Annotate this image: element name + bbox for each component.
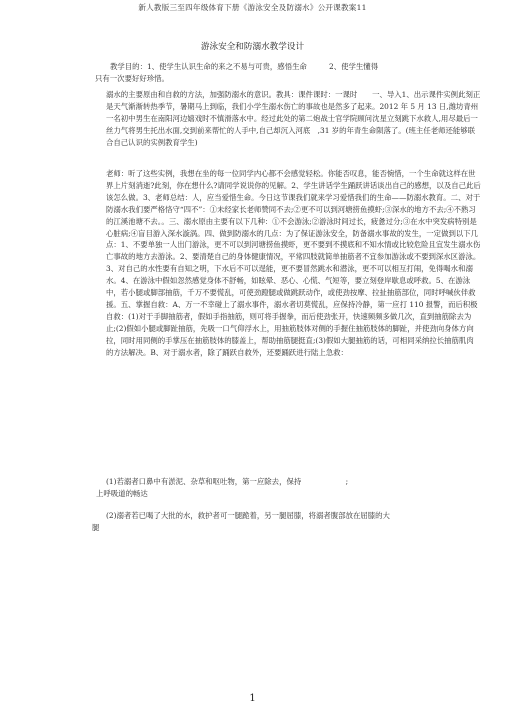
paragraph-introduction: 溺水的主要原由和自救的方法，加强防溺水的意识。教具：课件课时：一课时 一、导入1、出示课件实例此刻正是天气渐渐转热季节，暑期马上到临，我们小学生溺水伤亡的事故也是然多了起来。2012 年 5 月 13 日,潍坊青州一名初中男生在南阳河边嬉戏时不慎滑落水中。经过此处的第二炮战士官学院顾问沈星立刻跳下水救人,用尽最后一丝力气将男生托出水面,交到前来帮忙的人手中,自己却沉入河底 ,31 岁的年青生命陨落了。(班主任老师还能够联合自己认识的实例教育学生) bbox=[106, 90, 481, 147]
teaching-goals-line-2: 只有一次要好好珍惜。 bbox=[95, 73, 169, 83]
first-aid-2-line-1: (2)溺者若已喝了大批的水，救护者可一腿跪着，另一腿屈膝，将溺者腹部放在屈膝的大 bbox=[106, 511, 390, 520]
page-number: 1 bbox=[249, 693, 256, 704]
document-title: 游泳安全和防溺水教学设计 bbox=[200, 42, 305, 52]
teaching-goals bbox=[95, 61, 463, 85]
first-aid-1-line-2: 上呼吸道的畅达 bbox=[96, 488, 148, 498]
page-header: 新人教版三至四年级体育下册《游泳安全及防溺水》公开课教案11 bbox=[138, 3, 367, 12]
paragraph-first-aid-2 bbox=[92, 510, 472, 534]
first-aid-2-line-2: 腿 bbox=[92, 522, 100, 532]
paragraph-main-content: 老师：听了这些实例，我想在坐的每一位同学内心都不会感觉轻松。你能否叹息，能否惋惜，一个生命就这样在世界上片刻消逝?此刻，你在想什么?请同学说说你的见解。2、学生讲话学生踊跃讲话谈出自己的感想，以及自己此后该怎么做。3、老师总结：人，应当爱惜生命。今日这节课我们就来学习爱惜我们的生命——防溺水教育。二、对于防溺水我们要严格恪守“四不”：①未经家长老师赞同不去;②更不可以到河塘捞鱼摸虾;③深水的地方不去;④不熟习的江溪池塘不去。。三、溺水原由主要有以下几种：①不会游泳;②游泳时间过长，疲惫过分;③在水中突发病特别是心脏病;④盲目游入深水漩涡。四、做到防溺水的几点：为了保证游泳安全，防备溺水事故的发生，一定做到以下几点：1、不要单独一人出门游泳，更不可以到河塘捞鱼摸虾，更不要到不摸底和不知水情或比较危险且宜发生溺水伤亡事故的地方去游泳。2、要清楚自己的身体健康情况，平常四肢就简单抽筋者不宜参加游泳或不要到深水区游泳。3、对自己的水性要有自知之明，下水后不可以逞能，更不要冒然跳水和潜泳，更不可以相互打闹，免得喝水和溺水。4、在游泳中假如忽然感觉身体不舒畅，如眩晕、恶心、心慌、气短等，要立刻登岸歇息或呼救。5、在游泳中，若小腿或脚部抽筋，千万不要慌乱，可使劲蹬腿或做跳跃动作，或使劲按摩、拉扯抽筋部位，同时呼喊伙伴救援。五、掌握自救：A、万一不幸碰上了溺水事件，溺水者切莫慌乱，应保持冷静，第一应打 110 报警，而后积极自救：(1)对于手脚抽筋者，假如手指抽筋，则可将手握拳，而后使劲张开，快速频频多做几次，直到抽筋除去为止;(2)假如小腿或脚趾抽筋，先吸一口气仰浮水上，用抽筋肢体对侧的手握住抽筋肢体的脚趾，并使劲向身体方向拉，同时用同侧的手掌压在抽筋肢体的膝盖上，帮助抽筋腿挺直;(3)假如大腿抽筋的话，可相同采纳拉长抽筋肌肉的方法解决。B、对于溺水者，除了踊跃自救外，还要踊跃进行陆上急救： bbox=[106, 169, 481, 357]
teaching-goals-line-1: 教学目的：1、使学生认识生命的来之不易与可贵，感悟生命 2、使学生懂得 bbox=[110, 62, 379, 71]
paragraph-first-aid-1 bbox=[92, 476, 472, 500]
first-aid-1-line-1: (1)若溺者口鼻中有淤泥、杂草和呕吐物，第一应除去，保持 ; bbox=[106, 477, 349, 486]
